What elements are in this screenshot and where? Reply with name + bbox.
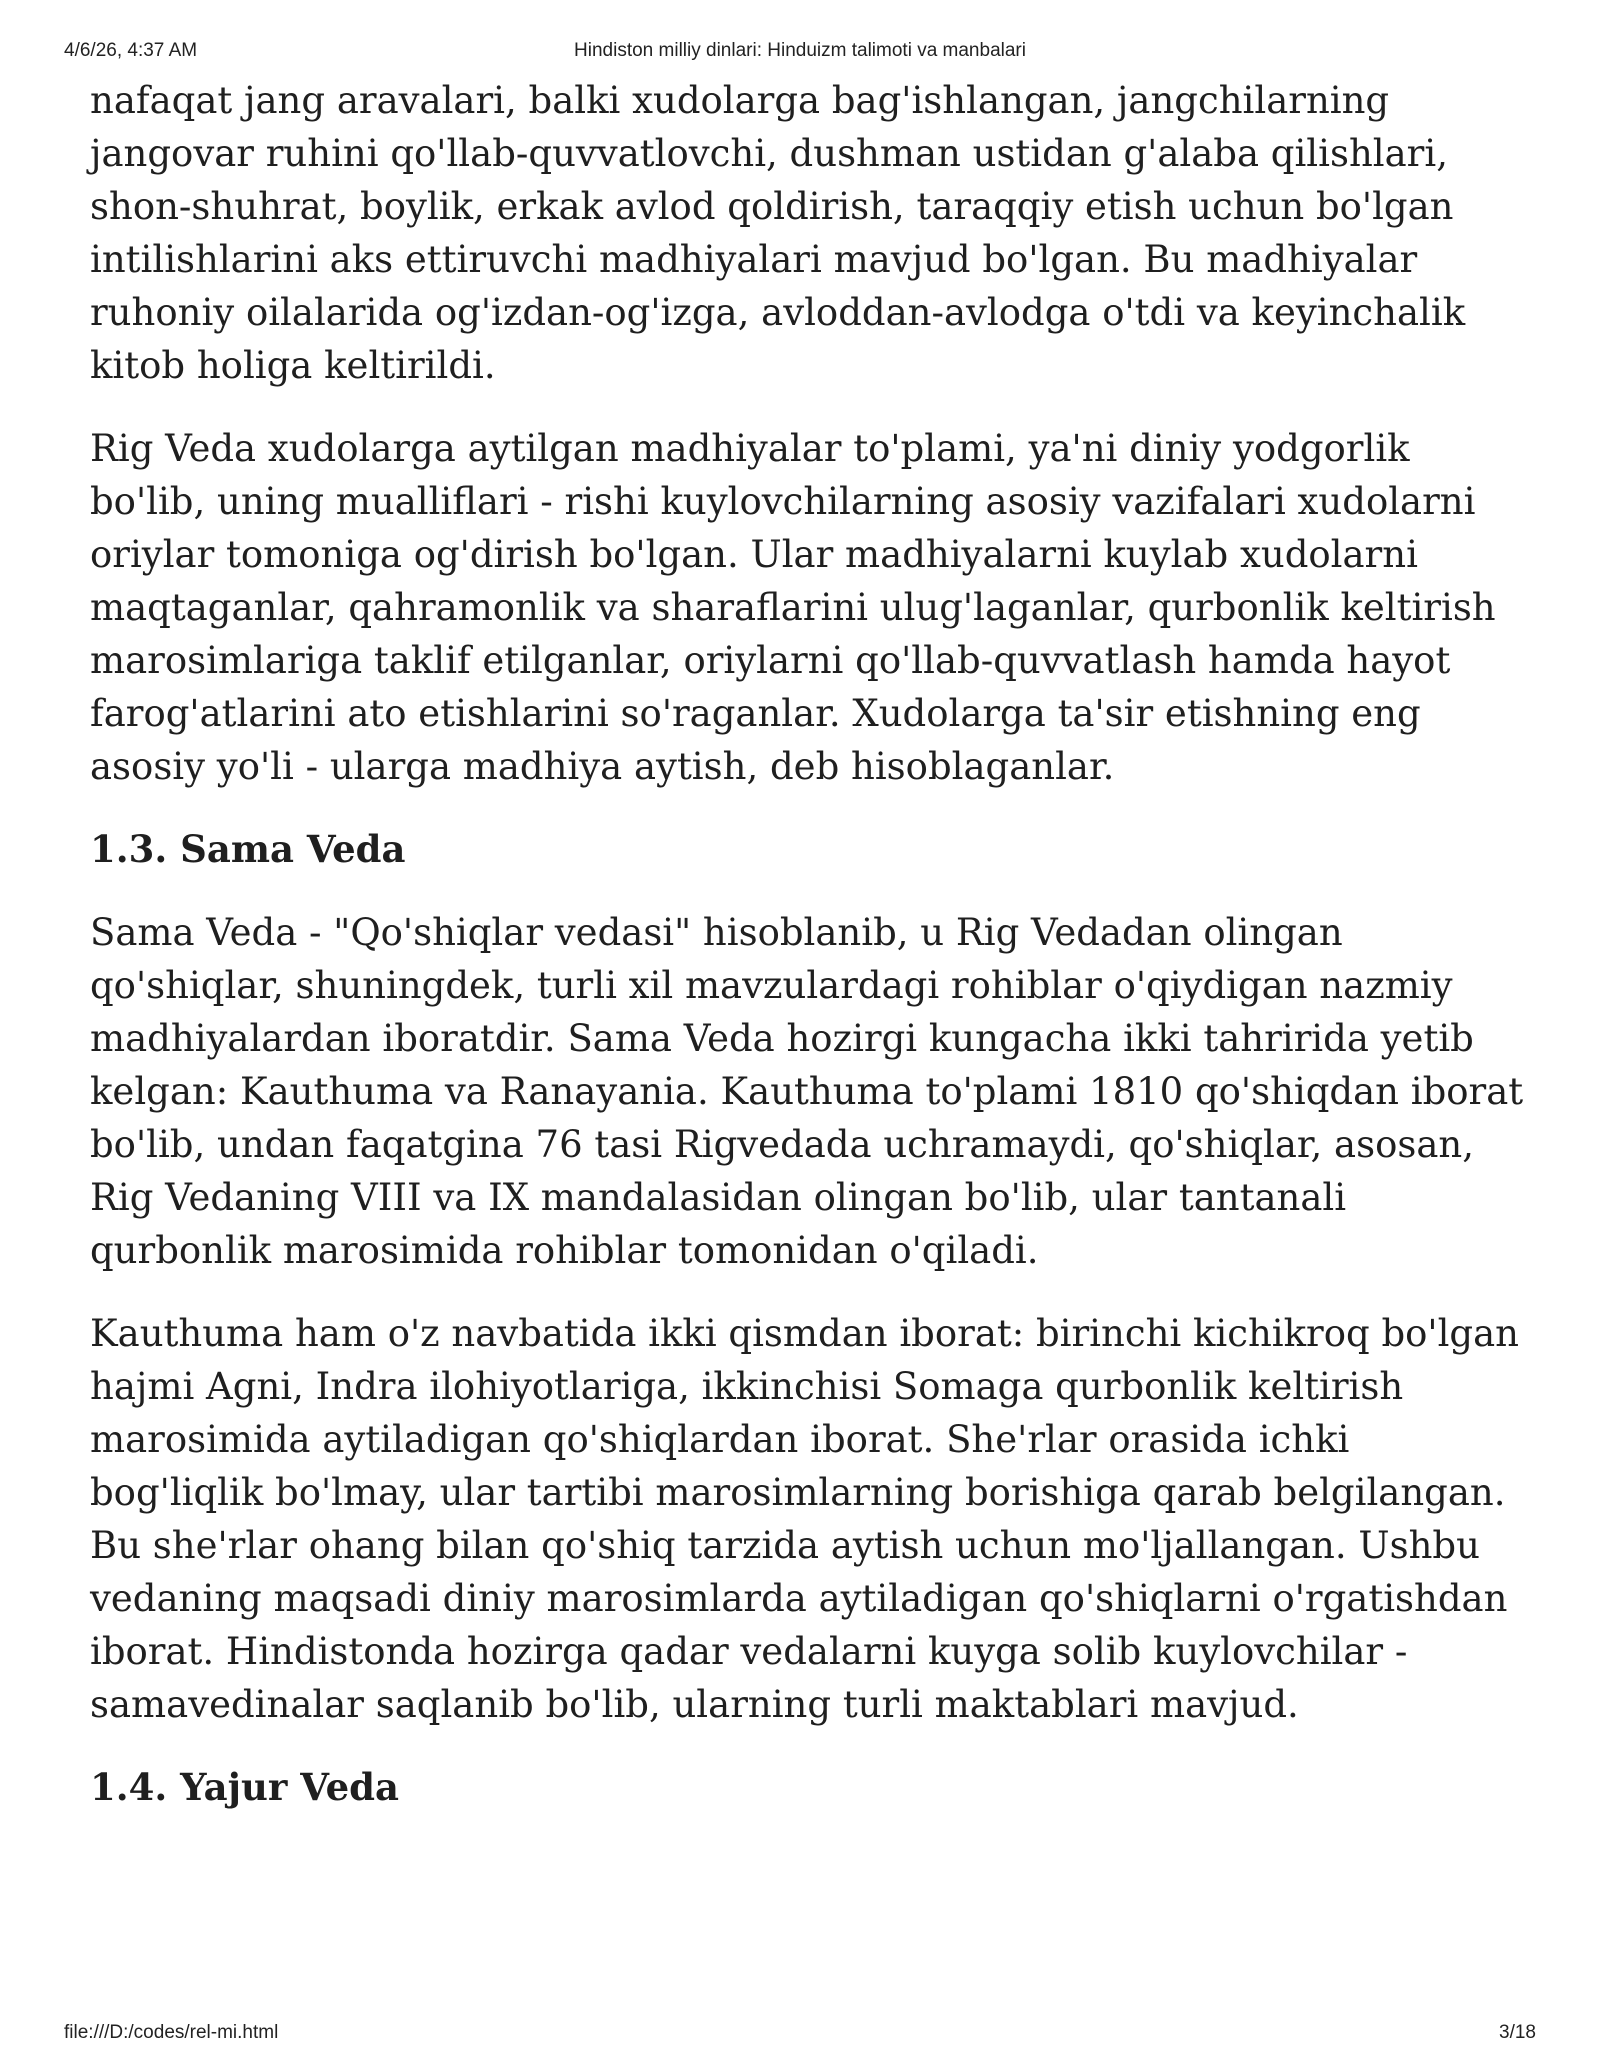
paragraph-rig-veda-summary: Rig Veda xudolarga aytilgan madhiyalar to'plami, ya'ni diniy yodgorlik bo'lib, uning mualliflari - rishi kuylovchilarning asosiy vazifalari xudolarni oriylar tomoniga og'dirish bo'lgan. Ular madhiyalarni kuylab xudolarni maqtaganlar, qahramonlik va sharaflarini ulug'laganlar, qurbonlik keltirish marosimlariga taklif etilganlar, oriylarni qo'llab-quvvatlash hamda hayot farog'atlarini ato etishlarini so'raganlar. Xudolarga ta'sir etishning eng asosiy yo'li - ularga madhiya aytish, deb hisoblaganlar. — [90, 427, 1496, 788]
print-header — [64, 40, 1536, 64]
print-datetime: 4/6/26, 4:37 AM — [64, 40, 198, 61]
section-heading-sama-veda: 1.3. Sama Veda — [90, 827, 406, 871]
paragraph-rig-veda-continued: nafaqat jang aravalari, balki xudolarga bag'ishlangan, jangchilarning jangovar ruhini qo'llab-quvvatlovchi, dushman ustidan g'alaba qilishlari, shon-shuhrat, boylik, erkak avlod qoldirish, taraqqiy etish uchun bo'lgan intilishlarini aks ettiruvchi madhiyalari mavjud bo'lgan. Bu madhiyalar ruhoniy oilalarida og'izdan-og'izga, avloddan-avlodga o'tdi va keyinchalik kitob holiga keltirildi. — [90, 79, 1466, 387]
print-file-url: file:///D:/codes/rel-mi.html — [64, 2022, 279, 2043]
document-body — [90, 74, 1530, 1844]
print-footer — [64, 2022, 1536, 2046]
paragraph-sama-veda-intro: Sama Veda - "Qo'shiqlar vedasi" hisoblanib, u Rig Vedadan olingan qo'shiqlar, shuningdek, turli xil mavzulardagi rohiblar o'qiydigan nazmiy madhiyalardan iboratdir. Sama Veda hozirgi kungacha ikki tahririda yetib kelgan: Kauthuma va Ranayania. Kauthuma to'plami 1810 qo'shiqdan iborat bo'lib, undan faqatgina 76 tasi Rigvedada uchramaydi, qo'shiqlar, asosan, Rig Vedaning VIII va IX mandalasidan olingan bo'lib, ular tantanali qurbonlik marosimida rohiblar tomonidan o'qiladi. — [90, 911, 1524, 1272]
paragraph-kauthuma: Kauthuma ham o'z navbatida ikki qismdan iborat: birinchi kichikroq bo'lgan hajmi Agni, Indra ilohiyotlariga, ikkinchisi Somaga qurbonlik keltirish marosimida aytiladigan qo'shiqlardan iborat. She'rlar orasida ichki bog'liqlik bo'lmay, ular tartibi marosimlarning borishiga qarab belgilangan. Bu she'rlar ohang bilan qo'shiq tarzida aytish uchun mo'ljallangan. Ushbu vedaning maqsadi diniy marosimlarda aytiladigan qo'shiqlarni o'rgatishdan iborat. Hindistonda hozirga qadar vedalarni kuyga solib kuylovchilar - samavedinalar saqlanib bo'lib, ularning turli maktablari mavjud. — [90, 1312, 1519, 1726]
print-page-title: Hindiston milliy dinlari: Hinduizm talimoti va manbalari — [574, 40, 1026, 61]
section-heading-yajur-veda: 1.4. Yajur Veda — [90, 1765, 400, 1809]
print-page-number: 3/18 — [1499, 2022, 1536, 2043]
